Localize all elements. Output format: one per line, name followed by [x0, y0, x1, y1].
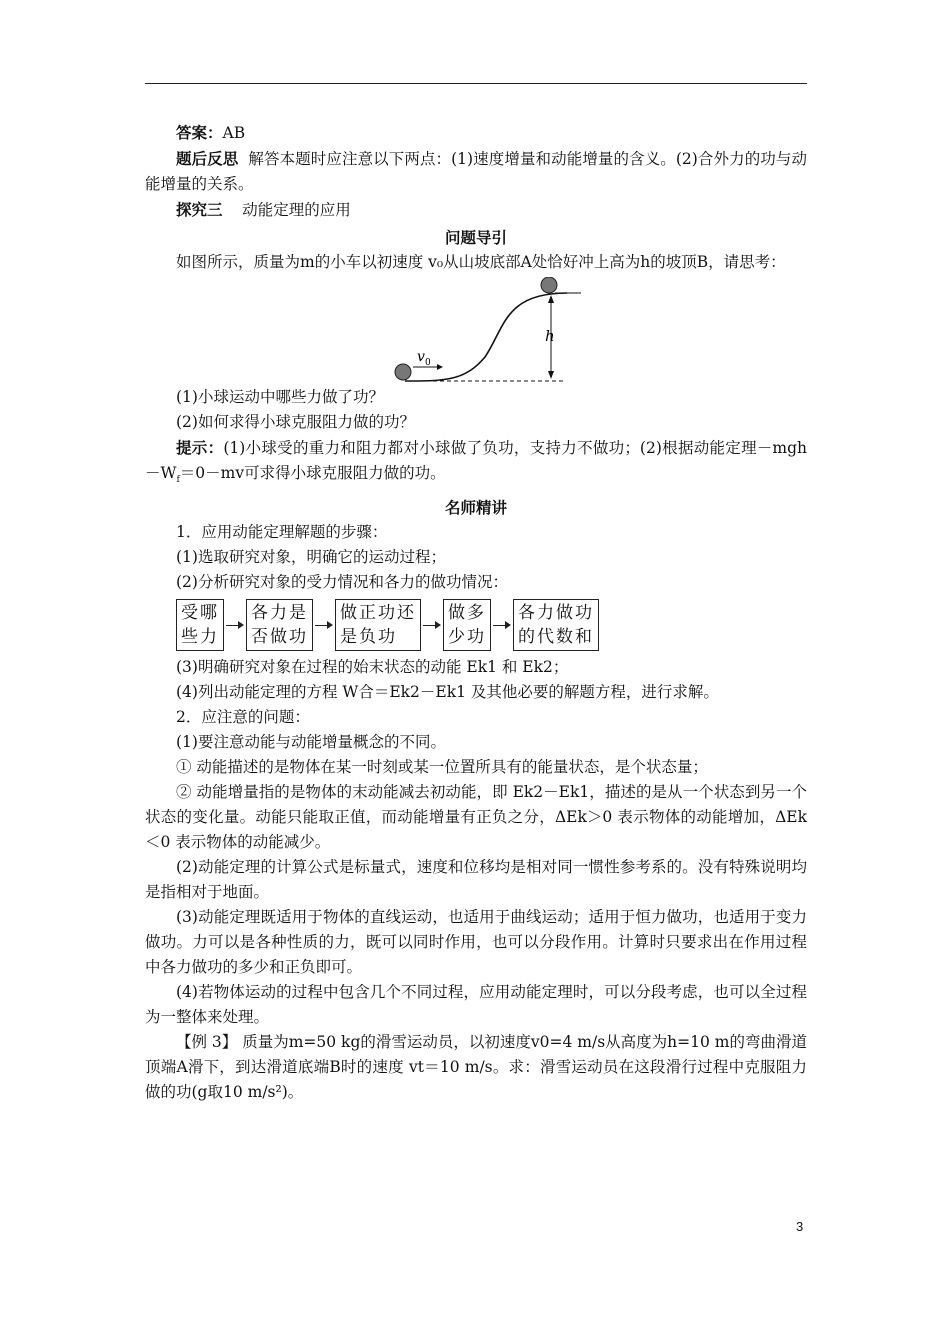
reflection-paragraph	[145, 146, 807, 197]
header-rule	[145, 83, 807, 84]
note-1-a: ① 动能描述的是物体在某一时刻或某一位置所具有的能量状态，是个状态量；	[176, 758, 708, 777]
note-3: (3)动能定理既适用于物体的直线运动，也适用于曲线运动；适用于恒力做功，也适用于变力做功。力可以是各种性质的力，既可以同时作用，也可以分段作用。计算时只要求出在作用过程中各力做功的多少和正负即可。	[145, 908, 807, 977]
question-1: (1)小球运动中哪些力做了功？	[176, 388, 384, 406]
master-heading: 名师精讲	[444, 498, 507, 518]
hint-paragraph	[145, 435, 807, 493]
note-1-b: ② 动能增量指的是物体的末动能减去初动能，即 Ek2－Ek1，描述的是从一个状态到另一个状态的变化量。动能只能取正值，而动能增量有正负之分，ΔEk＞0 表示物体的动能增加，ΔEk＜0 表示物体的动能减少。	[145, 783, 807, 852]
note-4: (4)若物体运动的过程中包含几个不同过程，应用动能定理时，可以分段考虑，也可以全过程为一整体来处理。	[145, 983, 807, 1027]
ball-top	[541, 277, 557, 293]
page-number: 3	[796, 1219, 804, 1234]
guide-intro: 如图所示，质量为m的小车以初速度 v₀从山坡底部A处恰好冲上高为h的坡顶B，请思考：	[176, 253, 786, 271]
answer-label: 答案：	[176, 123, 223, 142]
v-label: v	[417, 349, 425, 365]
flow-box-4: 做多 少功	[443, 599, 491, 651]
v-sub: 0	[425, 358, 431, 368]
notes-heading: 2．应注意的问题：	[176, 708, 310, 727]
height-arrow-down	[548, 371, 554, 379]
flow-box-5: 各力做功 的代数和	[513, 599, 599, 651]
answer-value: AB	[222, 124, 246, 142]
step-heading: 1．应用动能定理解题的步骤：	[176, 523, 388, 542]
step-2: (2)分析研究对象的受力情况和各力的做功情况：	[176, 573, 508, 592]
answer-line	[145, 120, 807, 146]
flow-box-1: 受哪 些力	[176, 599, 224, 651]
section-label: 探究三	[176, 200, 223, 219]
hint-tail: ＝0－mv可求得小球克服阻力做的功。	[179, 464, 446, 482]
reflection-text: 解答本题时应注意以下两点：(1)速度增量和动能增量的含义。(2)合外力的功与动能增量的关系。	[145, 150, 807, 193]
ball-bottom	[395, 364, 411, 380]
note-1: (1)要注意动能与动能增量概念的不同。	[176, 733, 446, 752]
h-label: h	[545, 327, 555, 345]
question-2: (2)如何求得小球克服阻力做的功？	[176, 413, 415, 431]
height-arrow-up	[548, 295, 554, 303]
flow-arrow-icon	[224, 618, 246, 632]
velocity-arrowhead	[437, 364, 443, 370]
reflection-label: 题后反思	[176, 149, 239, 168]
hint-sub: f	[176, 475, 180, 486]
flow-arrow-icon	[491, 618, 513, 632]
flow-diagram	[176, 599, 807, 651]
section-heading	[145, 197, 807, 223]
step-4: (4)列出动能定理的方程 W合＝Ek2－Ek1 及其他必要的解题方程，进行求解。	[176, 683, 719, 702]
slope-figure	[145, 277, 807, 385]
slope-diagram	[385, 277, 585, 385]
hint-label: 提示：	[176, 438, 224, 457]
flow-arrow-icon	[421, 618, 443, 632]
hint-text: (1)小球受的重力和阻力都对小球做了负功，支持力不做功；(2)根据动能定理－mgh－W	[145, 439, 807, 482]
flow-arrow-icon	[313, 618, 335, 632]
flow-box-2: 各力是 否做功	[246, 599, 313, 651]
example-3: 【例 3】 质量为m=50 kg的滑雪运动员，以初速度v0=4 m/s从高度为h=10 m的弯曲滑道顶端A滑下，到达滑道底端B时的速度 vt＝10 m/s。求：滑雪运动员在这段滑行过程中克服阻力做的功(g取10 m/s²)。	[145, 1033, 807, 1102]
note-2: (2)动能定理的计算公式是标量式，速度和位移均是相对同一惯性参考系的。没有特殊说明均是指相对于地面。	[145, 858, 807, 902]
step-3: (3)明确研究对象在过程的始末状态的动能 Ek1 和 Ek2；	[176, 658, 569, 677]
page-content	[145, 120, 807, 1105]
guide-heading: 问题导引	[444, 228, 507, 247]
flow-box-3: 做正功还 是负功	[335, 599, 421, 651]
step-1: (1)选取研究对象，明确它的运动过程；	[176, 548, 446, 567]
section-title: 动能定理的应用	[242, 201, 351, 219]
